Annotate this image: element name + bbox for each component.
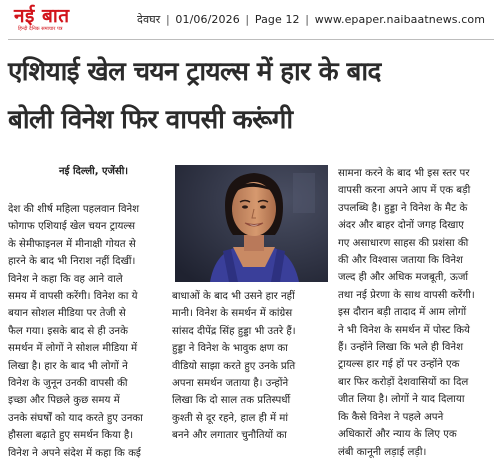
newspaper-logo[interactable] <box>14 6 122 36</box>
article-text-line: समय में वापसी करेंगी। विनेश का ये <box>8 291 138 303</box>
article-text-line: बार फिर करोड़ों देशवासियों का दिल <box>338 376 469 388</box>
article-text-line: मानी। विनेश के समर्थन में कांग्रेस <box>172 308 293 320</box>
wrestler-portrait-photo[interactable] <box>175 165 328 282</box>
article-text-line: तथा नई प्रेरणा के साथ वापसी करेंगी। <box>338 289 475 301</box>
edition-info <box>137 12 485 27</box>
article-text-line: अंदर और बाहर दोनों जगह दिखाए <box>338 220 464 232</box>
article-text-line: विनेश ने अपने संदेश में कहा कि कई <box>8 447 141 459</box>
separator: | <box>305 13 310 26</box>
article-column-middle <box>172 288 332 445</box>
headline-line-2: बोली विनेश फिर वापसी करूंगी <box>8 105 293 135</box>
header-divider <box>8 39 494 40</box>
article-text-line: बयान सोशल मीडिया पर तेजी से <box>8 308 126 320</box>
article-text-line: लंबी कानूनी लड़ाई लड़ी। <box>338 446 427 458</box>
article-text-line: फोगाफ एशियाई खेल चयन ट्रायल्स <box>8 221 135 233</box>
article-column-left <box>8 201 166 462</box>
article-text-line: इच्छा और पिछले कुछ समय में <box>8 395 120 407</box>
article-text-line: बाधाओं के बाद भी उसने हार नहीं <box>172 291 295 302</box>
article-text-line: उनके संघर्षों को याद करते हुए उनका <box>8 412 143 424</box>
logo-tagline: हिन्दी दैनिक समाचार पत्र <box>18 26 63 32</box>
article-text-line: इस दौरान बड़ी तादाद में आम लोगों <box>338 307 467 319</box>
article-text-line: वापसी करना अपने आप में एक बड़ी <box>338 185 471 197</box>
separator: | <box>245 13 250 26</box>
article-text-line: उपलब्धि है। हुड्डा ने विनेश के मैट के <box>338 202 468 214</box>
article-text-line: समर्थन में लोगों ने सोशल मीडिया में <box>8 343 138 355</box>
page-number: Page 12 <box>254 13 300 26</box>
article-text-line: हारने के बाद भी निराश नहीं दिखीं। <box>8 256 136 268</box>
article-text-line: जीत लिया है। लोगों ने याद दिलाया <box>338 394 465 406</box>
article-text-line: सामना करने के बाद भी इस स्तर पर <box>338 168 470 179</box>
article-text-line: अपना समर्थन जताया है। उन्होंने <box>172 378 289 390</box>
article-text-line: कुश्ती से दूर रहने, हाल ही में मां <box>172 412 289 424</box>
article-text-line: बनने और लगातार चुनौतियों का <box>172 430 287 442</box>
headline-line-1: एशियाई खेल चयन ट्रायल्स में हार के बाद <box>8 57 381 87</box>
article-text-line: जल्द ही और अधिक मजबूती, ऊर्जा <box>338 272 469 284</box>
article-text-line: हुड्डा ने विनेश के भावुक क्षण का <box>172 343 288 355</box>
website-link[interactable]: www.epaper.naibaatnews.com <box>314 13 486 26</box>
logo-text: नई बात <box>14 5 70 27</box>
article-text-line: की और विश्वास जताया कि विनेश <box>338 255 463 267</box>
article-text-line: वीडियो साझा करते हुए उनके प्रति <box>172 360 296 372</box>
background-blur <box>293 173 315 213</box>
article-text-line: कि कैसे विनेश ने पहले अपने <box>338 411 444 423</box>
article-text-line: हौसला बढ़ाते हुए समर्थन किया है। <box>8 430 134 442</box>
eye-left <box>242 205 248 208</box>
edition-city: देवघर <box>137 13 161 26</box>
eye-right <box>260 205 266 208</box>
article-text-line: लिखा कि दो साल तक प्रतिस्पर्धी <box>172 395 291 407</box>
edition-date: 01/06/2026 <box>175 13 240 26</box>
article-text-line: ट्रायल्स हार गई हों पर उन्होंने एक <box>338 359 460 371</box>
separator: | <box>165 13 170 26</box>
article-text-line: अधिकारों और न्याय के लिए एक <box>338 429 457 441</box>
article-text-line: विनेश के जुनून उनकी वापसी की <box>8 378 128 390</box>
article-text-line: हैं। उन्होंने लिखा कि भले ही विनेश <box>338 342 464 354</box>
article-text-line: लिखा है। हार के बाद भी लोगों ने <box>8 360 128 372</box>
article-text-line: सांसद दीपेंद्र सिंह हुड्डा भी उतरे हैं। <box>172 325 296 337</box>
article-text-line: ने भी विनेश के समर्थन में पोस्ट किये <box>338 324 470 336</box>
article-text-line: देश की शीर्ष महिला पहलवान विनेश <box>8 204 140 215</box>
photo-illustration <box>175 165 328 282</box>
article-column-right <box>338 165 494 461</box>
article-dateline: नई दिल्ली, एजेंसी। <box>59 166 129 177</box>
article-text-line: फैल गया। इसके बाद से ही उनके <box>8 325 128 337</box>
article-text-line: विनेश ने कहा कि वह आने वाले <box>8 273 123 285</box>
masthead <box>0 0 500 40</box>
article-text-line: के सेमीफाइनल में मीनाक्षी गोयत से <box>8 238 136 250</box>
article-text-line: गए असाधारण साहस की प्रशंसा की <box>338 237 469 249</box>
